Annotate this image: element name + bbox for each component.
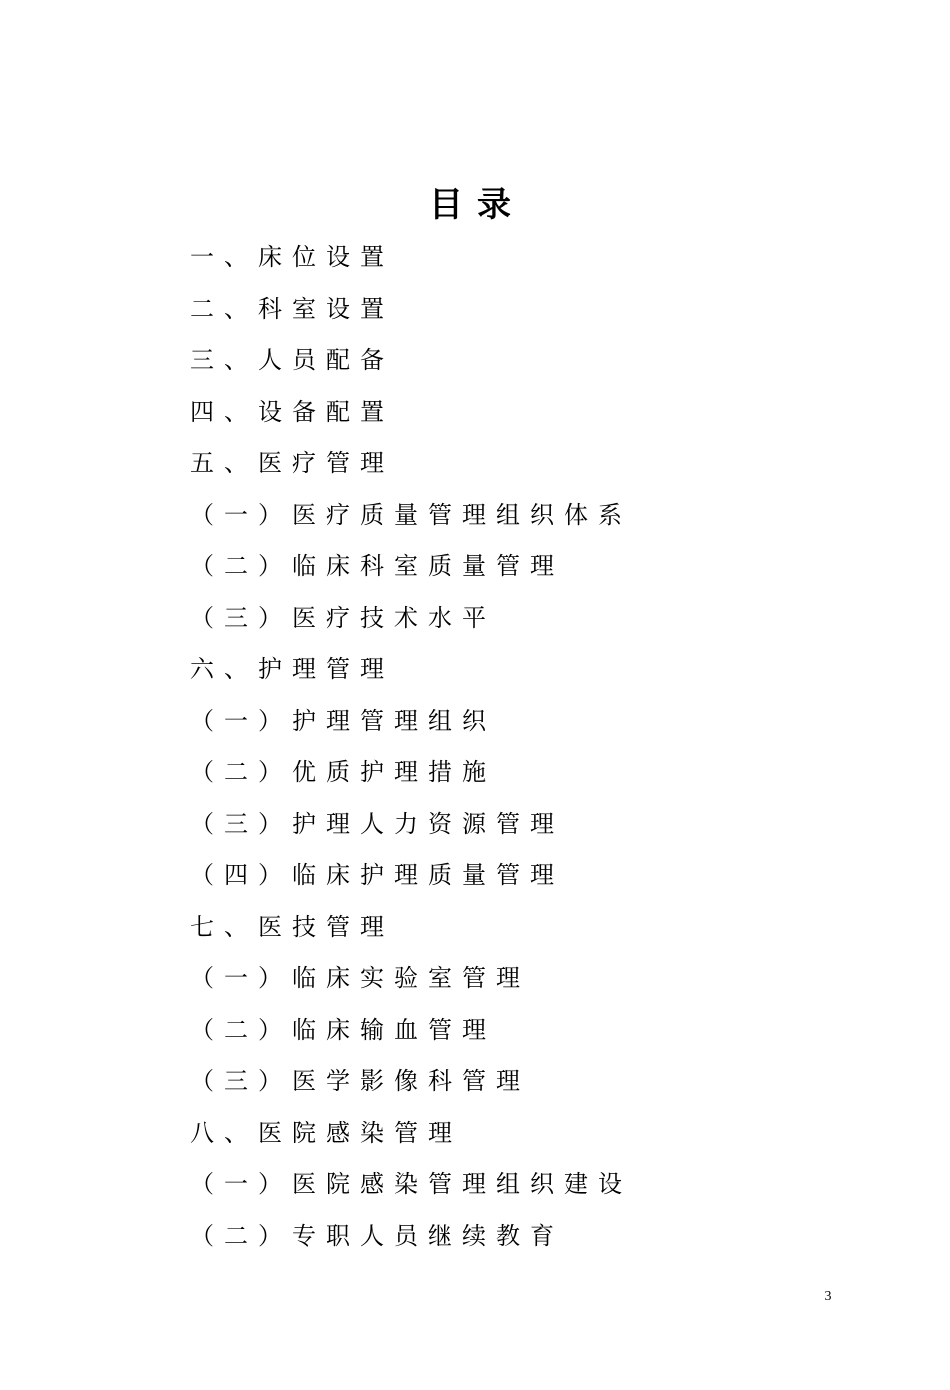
toc-entry-6-2: （二）优质护理措施 bbox=[190, 758, 496, 786]
page-number: 3 bbox=[824, 1289, 832, 1304]
toc-entry-5: 五、医疗管理 bbox=[190, 449, 394, 477]
toc-list bbox=[190, 232, 632, 1262]
toc-entry-3: 三、人员配备 bbox=[190, 346, 394, 374]
toc-entry-6: 六、护理管理 bbox=[190, 655, 394, 683]
toc-entry-1: 一、床位设置 bbox=[190, 243, 394, 271]
toc-entry-6-3: （三）护理人力资源管理 bbox=[190, 809, 564, 838]
toc-entry-5-3: （三）医疗技术水平 bbox=[190, 603, 496, 632]
toc-entry-7-2: （二）临床输血管理 bbox=[190, 1015, 496, 1044]
toc-entry-7-3: （三）医学影像科管理 bbox=[190, 1067, 530, 1095]
toc-entry-7: 七、医技管理 bbox=[190, 912, 394, 941]
toc-entry-8: 八、医院感染管理 bbox=[190, 1118, 462, 1147]
toc-title: 目录 bbox=[429, 185, 525, 225]
toc-entry-6-4: （四）临床护理质量管理 bbox=[190, 861, 564, 889]
toc-entry-8-2: （二）专职人员继续教育 bbox=[190, 1221, 564, 1250]
toc-entry-5-1: （一）医疗质量管理组织体系 bbox=[190, 500, 632, 529]
toc-entry-4: 四、设备配置 bbox=[190, 397, 394, 426]
toc-entry-2: 二、科室设置 bbox=[190, 294, 394, 323]
toc-entry-8-1: （一）医院感染管理组织建设 bbox=[190, 1170, 632, 1198]
toc-entry-5-2: （二）临床科室质量管理 bbox=[190, 552, 564, 580]
toc-entry-6-1: （一）护理管理组织 bbox=[190, 706, 496, 735]
toc-entry-7-1: （一）临床实验室管理 bbox=[190, 964, 530, 992]
